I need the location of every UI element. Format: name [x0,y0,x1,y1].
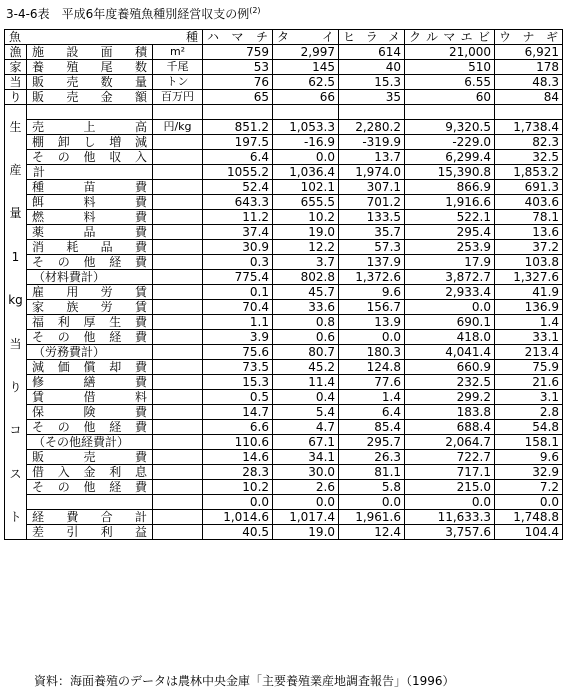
value-cell: 0.0 [273,495,339,510]
group-char: kg [8,293,23,308]
value-cell: 34.1 [273,450,339,465]
row-label: 借入金利息 [27,465,153,480]
row-label: 売上高 [27,120,153,135]
value-cell: 295.7 [339,435,405,450]
group-label: 当 [5,75,27,90]
value-cell: 1,916.6 [405,195,495,210]
group-char: ト [9,510,22,525]
value-cell: 133.5 [339,210,405,225]
value-cell: 5.4 [273,405,339,420]
cost-row [5,225,563,240]
species-header: クルマエビ [405,30,495,45]
value-cell: 82.3 [495,135,563,150]
group-label: 漁 [5,45,27,60]
value-cell: 775.4 [203,270,273,285]
unit-cell: 百万円 [153,90,203,105]
empty-cell [153,105,203,120]
fishery-row [5,75,563,90]
value-cell: 110.6 [203,435,273,450]
spacer-row [5,105,563,120]
row-label: 差引利益 [27,525,153,540]
value-cell: 3,872.7 [405,270,495,285]
value-cell: 14.7 [203,405,273,420]
cost-row [5,420,563,435]
species-header: ウナギ [495,30,563,45]
value-cell: 759 [203,45,273,60]
cost-row [5,390,563,405]
empty-cell [203,105,273,120]
row-label: 消耗品費 [27,240,153,255]
source-note: 資料：海面養殖のデータは農林中央金庫「主要養殖業産地調査報告」（1996） [34,674,455,688]
cost-row [5,375,563,390]
table-title [6,6,261,22]
row-label: 薬品費 [27,225,153,240]
value-cell: 9.6 [495,450,563,465]
cost-row [5,330,563,345]
row-label: 減価償却費 [27,360,153,375]
row-label: （その他経費計） [27,435,153,450]
unit-cell [153,420,203,435]
value-cell: 137.9 [339,255,405,270]
value-cell: 701.2 [339,195,405,210]
value-cell: 7.2 [495,480,563,495]
value-cell: 103.8 [495,255,563,270]
empty-cell [339,105,405,120]
value-cell: 717.1 [405,465,495,480]
value-cell: 1.4 [339,390,405,405]
unit-cell [153,285,203,300]
value-cell: 660.9 [405,360,495,375]
row-label: （材料費計） [27,270,153,285]
cost-group-label [5,105,27,540]
group-label: り [5,90,27,105]
value-cell: 2,064.7 [405,435,495,450]
unit-cell [153,150,203,165]
value-cell: 37.2 [495,240,563,255]
unit-cell: m² [153,45,203,60]
group-char: 当 [9,336,22,351]
row-label: （労務費計） [27,345,153,360]
value-cell: 75.9 [495,360,563,375]
unit-cell [153,435,203,450]
header-row [5,30,563,45]
group-label: 家 [5,60,27,75]
row-label: 雇用労賃 [27,285,153,300]
value-cell: 1,014.6 [203,510,273,525]
species-header: タイ [273,30,339,45]
value-cell: 1,372.6 [339,270,405,285]
value-cell: 136.9 [495,300,563,315]
value-cell: 690.1 [405,315,495,330]
unit-cell [153,330,203,345]
unit-cell: 円/kg [153,120,203,135]
species-header: ヒラメ [339,30,405,45]
cost-row [5,315,563,330]
value-cell: 21,000 [405,45,495,60]
empty-cell [495,105,563,120]
cost-row [5,450,563,465]
value-cell: 4,041.4 [405,345,495,360]
value-cell: 15.3 [203,375,273,390]
unit-cell [153,375,203,390]
value-cell: 691.3 [495,180,563,195]
value-cell: 688.4 [405,420,495,435]
value-cell: -229.0 [405,135,495,150]
row-label: 家族労賃 [27,300,153,315]
title-note: (2) [249,6,261,15]
value-cell: 6.4 [339,405,405,420]
value-cell: 1,053.3 [273,120,339,135]
unit-cell [153,135,203,150]
value-cell: 65 [203,90,273,105]
value-cell: 0.0 [273,150,339,165]
value-cell: 102.1 [273,180,339,195]
value-cell: 35 [339,90,405,105]
unit-cell [153,315,203,330]
value-cell: 1,036.4 [273,165,339,180]
fishery-row [5,45,563,60]
value-cell: 12.2 [273,240,339,255]
unit-cell [153,225,203,240]
group-char: 産 [9,163,22,178]
value-cell: 0.1 [203,285,273,300]
row-label: その他経費 [27,480,153,495]
value-cell: 2,997 [273,45,339,60]
row-label: その他経費 [27,330,153,345]
value-cell: 0.8 [273,315,339,330]
value-cell: 295.4 [405,225,495,240]
cost-row [5,195,563,210]
value-cell: 0.0 [339,330,405,345]
species-header: ハマチ [203,30,273,45]
value-cell: 40.5 [203,525,273,540]
value-cell: 48.3 [495,75,563,90]
cost-row [5,345,563,360]
value-cell: 15,390.8 [405,165,495,180]
cost-row [5,405,563,420]
row-label: 保険費 [27,405,153,420]
value-cell: 12.4 [339,525,405,540]
cost-row [5,210,563,225]
cost-row [5,120,563,135]
value-cell: 77.6 [339,375,405,390]
unit-cell [153,210,203,225]
title-text: 3-4-6表 平成6年度養殖魚種別経営収支の例 [6,7,250,21]
value-cell: 40 [339,60,405,75]
cost-table [4,29,563,540]
row-label [27,495,153,510]
value-cell: 1.4 [495,315,563,330]
value-cell: 522.1 [405,210,495,225]
value-cell: 2,933.4 [405,285,495,300]
value-cell: 66 [273,90,339,105]
value-cell: 232.5 [405,375,495,390]
value-cell: 0.6 [273,330,339,345]
unit-cell [153,180,203,195]
row-label: その他収入 [27,150,153,165]
group-char: 1 [11,249,20,264]
value-cell: 26.3 [339,450,405,465]
value-cell: 11.4 [273,375,339,390]
value-cell: 655.5 [273,195,339,210]
fishery-row [5,60,563,75]
value-cell: 13.7 [339,150,405,165]
value-cell: 643.3 [203,195,273,210]
cost-row [5,435,563,450]
unit-cell [153,345,203,360]
value-cell: 1,738.4 [495,120,563,135]
cost-row [5,510,563,525]
value-cell: 104.4 [495,525,563,540]
value-cell: 0.0 [339,495,405,510]
row-label: 棚卸し増減 [27,135,153,150]
cost-row [5,150,563,165]
value-cell: 37.4 [203,225,273,240]
value-cell: 0.0 [495,495,563,510]
row-label: 販売数量 [27,75,153,90]
value-cell: 14.6 [203,450,273,465]
unit-cell [153,255,203,270]
value-cell: 307.1 [339,180,405,195]
cost-row [5,255,563,270]
group-chars [5,105,26,539]
value-cell: 158.1 [495,435,563,450]
group-char: 量 [9,206,22,221]
value-cell: 32.9 [495,465,563,480]
row-label: 餌料費 [27,195,153,210]
row-label: 経費合計 [27,510,153,525]
value-cell: 145 [273,60,339,75]
value-cell: 1,853.2 [495,165,563,180]
value-cell: 418.0 [405,330,495,345]
cost-row [5,480,563,495]
cost-row [5,285,563,300]
value-cell: 3.9 [203,330,273,345]
row-label: 燃料費 [27,210,153,225]
value-cell: 62.5 [273,75,339,90]
value-cell: 45.7 [273,285,339,300]
row-label: その他経費 [27,255,153,270]
cost-row [5,465,563,480]
value-cell: 60 [405,90,495,105]
unit-cell [153,195,203,210]
value-cell: 57.3 [339,240,405,255]
value-cell: 17.9 [405,255,495,270]
row-label: 養殖尾数 [27,60,153,75]
cost-row [5,300,563,315]
value-cell: 0.0 [405,300,495,315]
value-cell: 2,280.2 [339,120,405,135]
unit-cell [153,525,203,540]
value-cell: 197.5 [203,135,273,150]
empty-cell [273,105,339,120]
value-cell: 213.4 [495,345,563,360]
value-cell: 11.2 [203,210,273,225]
unit-cell [153,360,203,375]
value-cell: 4.7 [273,420,339,435]
value-cell: 6.6 [203,420,273,435]
cost-row [5,525,563,540]
value-cell: 73.5 [203,360,273,375]
cost-row [5,240,563,255]
value-cell: 614 [339,45,405,60]
value-cell: 6.55 [405,75,495,90]
value-cell: 19.0 [273,525,339,540]
value-cell: 0.4 [273,390,339,405]
unit-cell [153,450,203,465]
unit-cell [153,465,203,480]
value-cell: 9.6 [339,285,405,300]
unit-cell [153,270,203,285]
value-cell: 0.3 [203,255,273,270]
value-cell: 32.5 [495,150,563,165]
value-cell: 2.8 [495,405,563,420]
value-cell: 156.7 [339,300,405,315]
item-header: 魚 種 [5,30,203,45]
value-cell: 1,748.8 [495,510,563,525]
value-cell: 3.1 [495,390,563,405]
value-cell: 76 [203,75,273,90]
value-cell: 10.2 [273,210,339,225]
group-char: ス [9,466,22,481]
unit-cell [153,240,203,255]
value-cell: 1,961.6 [339,510,405,525]
value-cell: 851.2 [203,120,273,135]
row-label: 販売金額 [27,90,153,105]
group-char: コ [9,423,22,438]
value-cell: 28.3 [203,465,273,480]
empty-cell [27,105,153,120]
value-cell: 253.9 [405,240,495,255]
row-label: 修繕費 [27,375,153,390]
unit-cell [153,165,203,180]
value-cell: 802.8 [273,270,339,285]
group-char: り [9,380,22,395]
value-cell: 3,757.6 [405,525,495,540]
value-cell: 866.9 [405,180,495,195]
value-cell: -319.9 [339,135,405,150]
value-cell: 6.4 [203,150,273,165]
value-cell: 81.1 [339,465,405,480]
unit-cell: トン [153,75,203,90]
value-cell: 19.0 [273,225,339,240]
value-cell: 84 [495,90,563,105]
cost-row [5,360,563,375]
unit-cell [153,390,203,405]
group-char: 生 [9,119,22,134]
value-cell: 45.2 [273,360,339,375]
value-cell: 33.6 [273,300,339,315]
value-cell: 5.8 [339,480,405,495]
value-cell: 2.6 [273,480,339,495]
value-cell: 9,320.5 [405,120,495,135]
value-cell: -16.9 [273,135,339,150]
cost-row [5,495,563,510]
value-cell: 78.1 [495,210,563,225]
cost-row [5,135,563,150]
value-cell: 33.1 [495,330,563,345]
value-cell: 124.8 [339,360,405,375]
value-cell: 13.9 [339,315,405,330]
value-cell: 70.4 [203,300,273,315]
value-cell: 3.7 [273,255,339,270]
value-cell: 0.0 [405,495,495,510]
row-label: 計 [27,165,153,180]
value-cell: 1.1 [203,315,273,330]
value-cell: 183.8 [405,405,495,420]
row-label: 販売費 [27,450,153,465]
value-cell: 1,017.4 [273,510,339,525]
value-cell: 1,327.6 [495,270,563,285]
unit-cell [153,480,203,495]
value-cell: 80.7 [273,345,339,360]
unit-cell [153,510,203,525]
value-cell: 41.9 [495,285,563,300]
row-label: その他経費 [27,420,153,435]
value-cell: 52.4 [203,180,273,195]
unit-cell [153,495,203,510]
value-cell: 13.6 [495,225,563,240]
value-cell: 1,974.0 [339,165,405,180]
fishery-row [5,90,563,105]
cost-row [5,165,563,180]
value-cell: 299.2 [405,390,495,405]
value-cell: 21.6 [495,375,563,390]
table-body [5,30,563,540]
value-cell: 35.7 [339,225,405,240]
value-cell: 53 [203,60,273,75]
value-cell: 11,633.3 [405,510,495,525]
value-cell: 215.0 [405,480,495,495]
unit-cell [153,405,203,420]
cost-row [5,180,563,195]
value-cell: 0.0 [203,495,273,510]
value-cell: 0.5 [203,390,273,405]
value-cell: 6,299.4 [405,150,495,165]
value-cell: 54.8 [495,420,563,435]
unit-cell [153,300,203,315]
value-cell: 178 [495,60,563,75]
row-label: 種苗費 [27,180,153,195]
value-cell: 30.9 [203,240,273,255]
row-label: 賃借料 [27,390,153,405]
value-cell: 67.1 [273,435,339,450]
value-cell: 510 [405,60,495,75]
unit-cell: 千尾 [153,60,203,75]
value-cell: 6,921 [495,45,563,60]
cost-row [5,270,563,285]
value-cell: 75.6 [203,345,273,360]
value-cell: 85.4 [339,420,405,435]
row-label: 施設面積 [27,45,153,60]
value-cell: 10.2 [203,480,273,495]
value-cell: 15.3 [339,75,405,90]
empty-cell [405,105,495,120]
row-label: 福利厚生費 [27,315,153,330]
value-cell: 403.6 [495,195,563,210]
value-cell: 30.0 [273,465,339,480]
value-cell: 1055.2 [203,165,273,180]
value-cell: 722.7 [405,450,495,465]
value-cell: 180.3 [339,345,405,360]
